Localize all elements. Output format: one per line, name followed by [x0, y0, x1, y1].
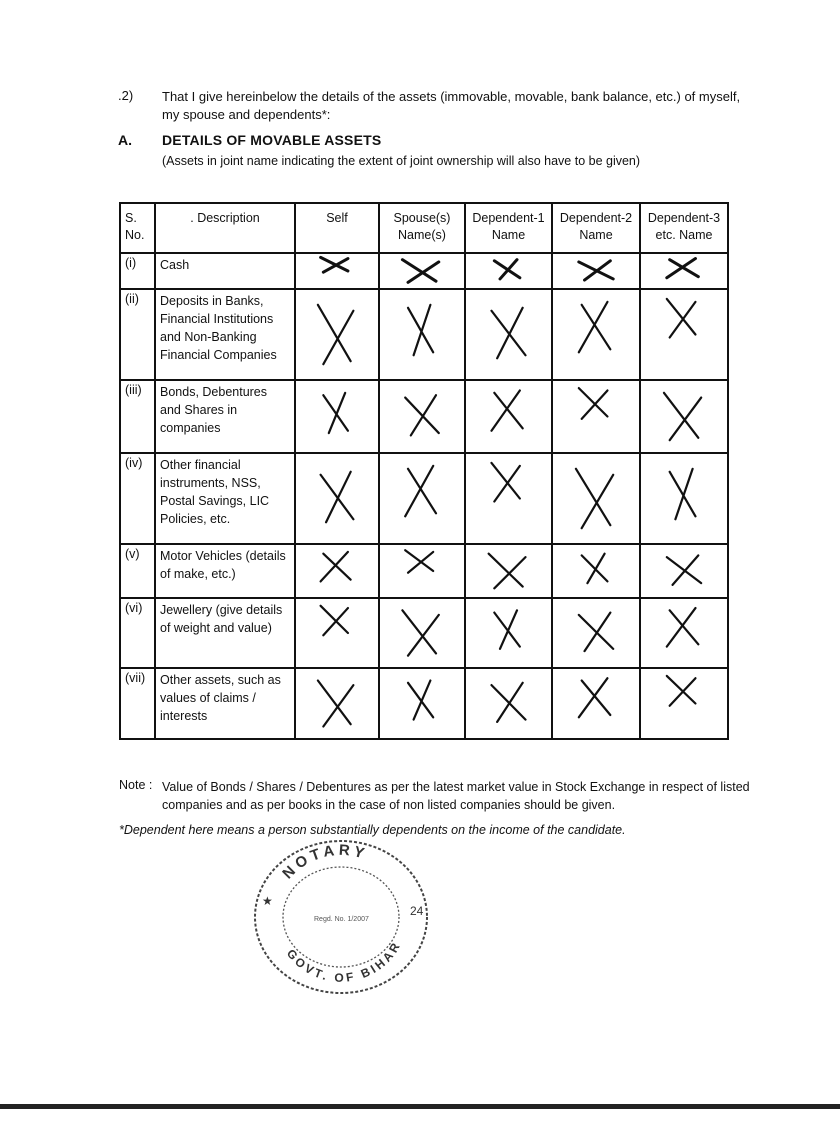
cell-dependent-1	[465, 253, 552, 289]
handwritten-cross-icon	[641, 254, 727, 288]
section-subtitle: (Assets in joint name indicating the extent of joint ownership will also have to be given)	[162, 154, 641, 168]
handwritten-cross-icon	[641, 290, 727, 379]
handwritten-cross-icon	[553, 669, 639, 738]
section-letter: A.	[118, 132, 132, 148]
cell-spouse	[379, 380, 465, 453]
row-sno: (i)	[120, 253, 155, 289]
cell-dependent-1	[465, 598, 552, 668]
handwritten-cross-icon	[641, 381, 727, 452]
handwritten-cross-icon	[553, 381, 639, 452]
handwritten-cross-icon	[466, 454, 551, 543]
cell-self	[295, 598, 379, 668]
stamp-bottom-text: GOVT. OF BIHAR	[283, 938, 405, 985]
handwritten-cross-icon	[380, 669, 464, 738]
handwritten-cross-icon	[296, 381, 378, 452]
star-icon: ★	[262, 894, 273, 908]
handwritten-cross-icon	[466, 599, 551, 667]
cell-dependent-3	[640, 598, 728, 668]
note-label: Note :	[119, 778, 153, 792]
header-dependent-2: Dependent-2 Name	[552, 203, 640, 253]
table-row	[120, 668, 728, 739]
stamp-top-text: NOTARY	[279, 841, 370, 883]
handwritten-cross-icon	[380, 290, 464, 379]
table-header-row	[120, 203, 728, 253]
row-description: Bonds, Debentures and Shares in companies	[155, 380, 295, 453]
svg-text:GOVT. OF BIHAR	[284, 938, 404, 985]
cell-dependent-3	[640, 380, 728, 453]
table-row	[120, 453, 728, 544]
stamp-number: 24	[410, 904, 424, 918]
cell-self	[295, 544, 379, 598]
table-row	[120, 289, 728, 380]
handwritten-cross-icon	[296, 545, 378, 597]
handwritten-cross-icon	[466, 381, 551, 452]
bottom-rule	[0, 1104, 840, 1109]
handwritten-cross-icon	[296, 454, 378, 543]
svg-text:NOTARY	[279, 842, 370, 883]
cell-self	[295, 380, 379, 453]
notary-stamp	[248, 835, 433, 1000]
handwritten-cross-icon	[296, 599, 378, 667]
handwritten-cross-icon	[380, 454, 464, 543]
handwritten-cross-icon	[553, 599, 639, 667]
handwritten-cross-icon	[641, 669, 727, 738]
cell-dependent-1	[465, 453, 552, 544]
row-description: Other financial instruments, NSS, Postal Savings, LIC Policies, etc.	[155, 453, 295, 544]
cell-spouse	[379, 253, 465, 289]
cell-dependent-2	[552, 453, 640, 544]
cell-dependent-3	[640, 289, 728, 380]
table-row	[120, 598, 728, 668]
table-row	[120, 253, 728, 289]
row-description: Deposits in Banks, Financial Institutions and Non-Banking Financial Companies	[155, 289, 295, 380]
row-description: Motor Vehicles (details of make, etc.)	[155, 544, 295, 598]
cell-dependent-3	[640, 668, 728, 739]
dependent-footnote: *Dependent here means a person substantially dependents on the income of the candidate.	[119, 823, 626, 837]
row-description: Cash	[155, 253, 295, 289]
handwritten-cross-icon	[466, 290, 551, 379]
cell-self	[295, 253, 379, 289]
row-description: Other assets, such as values of claims / interests	[155, 668, 295, 739]
cell-dependent-2	[552, 289, 640, 380]
handwritten-cross-icon	[553, 454, 639, 543]
handwritten-cross-icon	[641, 599, 727, 667]
handwritten-cross-icon	[380, 599, 464, 667]
cell-dependent-2	[552, 598, 640, 668]
movable-assets-table	[119, 202, 729, 740]
handwritten-cross-icon	[380, 545, 464, 597]
handwritten-cross-icon	[466, 254, 551, 288]
row-sno: (iii)	[120, 380, 155, 453]
cell-spouse	[379, 598, 465, 668]
cell-spouse	[379, 668, 465, 739]
header-spouse: Spouse(s) Name(s)	[379, 203, 465, 253]
table-row	[120, 544, 728, 598]
cell-dependent-3	[640, 544, 728, 598]
cell-self	[295, 289, 379, 380]
handwritten-cross-icon	[296, 669, 378, 738]
row-description: Jewellery (give details of weight and value)	[155, 598, 295, 668]
cell-spouse	[379, 544, 465, 598]
handwritten-cross-icon	[553, 545, 639, 597]
header-self: Self	[295, 203, 379, 253]
row-sno: (vii)	[120, 668, 155, 739]
paragraph-text: That I give hereinbelow the details of the assets (immovable, movable, bank balance, etc.) of myself, my spouse and dependents*:	[162, 89, 741, 122]
handwritten-cross-icon	[553, 254, 639, 288]
cell-dependent-2	[552, 253, 640, 289]
cell-self	[295, 453, 379, 544]
section-title: DETAILS OF MOVABLE ASSETS	[162, 132, 382, 148]
row-sno: (v)	[120, 544, 155, 598]
cell-spouse	[379, 453, 465, 544]
cell-dependent-1	[465, 668, 552, 739]
cell-spouse	[379, 289, 465, 380]
cell-dependent-1	[465, 289, 552, 380]
row-sno: (ii)	[120, 289, 155, 380]
cell-dependent-3	[640, 453, 728, 544]
header-dependent-1: Dependent-1 Name	[465, 203, 552, 253]
stamp-inner-line: Regd. No. 1/2007	[314, 916, 369, 923]
header-sno: S. No.	[120, 203, 155, 253]
handwritten-cross-icon	[380, 254, 464, 288]
cell-dependent-2	[552, 380, 640, 453]
header-dependent-3: Dependent-3 etc. Name	[640, 203, 728, 253]
handwritten-cross-icon	[296, 254, 378, 288]
table-row	[120, 380, 728, 453]
row-sno: (vi)	[120, 598, 155, 668]
row-sno: (iv)	[120, 453, 155, 544]
handwritten-cross-icon	[380, 381, 464, 452]
cell-dependent-2	[552, 544, 640, 598]
paragraph-number: .2)	[118, 88, 134, 103]
cell-dependent-1	[465, 380, 552, 453]
handwritten-cross-icon	[641, 545, 727, 597]
handwritten-cross-icon	[641, 454, 727, 543]
cell-dependent-1	[465, 544, 552, 598]
header-description: . Description	[155, 203, 295, 253]
handwritten-cross-icon	[296, 290, 378, 379]
handwritten-cross-icon	[553, 290, 639, 379]
note-text: Value of Bonds / Shares / Debentures as per the latest market value in Stock Exchange in respect of listed companies and as per books in the case of non listed companies should be given.	[162, 780, 750, 812]
cell-dependent-2	[552, 668, 640, 739]
cell-dependent-3	[640, 253, 728, 289]
cell-self	[295, 668, 379, 739]
handwritten-cross-icon	[466, 669, 551, 738]
handwritten-cross-icon	[466, 545, 551, 597]
